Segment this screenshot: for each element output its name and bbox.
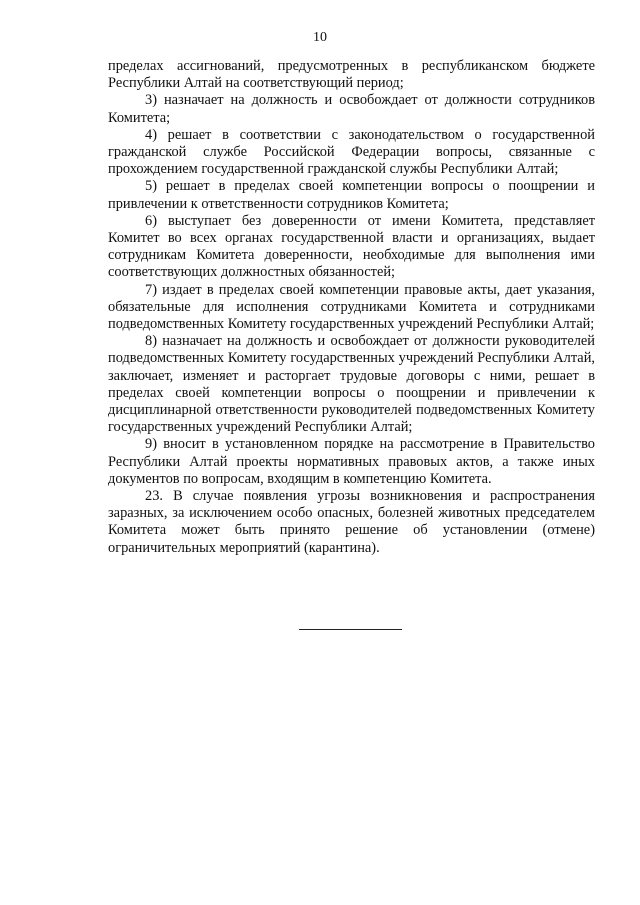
paragraph-continuation: пределах ассигнований, предусмотренных в республиканском бюджете Республики Алтай на соответствующий период;: [108, 58, 595, 92]
paragraph-item-4: 4) решает в соответствии с законодательством о государственной гражданской службе Российской Федерации вопросы, связанные с прохождением государственной гражданской службы Республики Алтай;: [108, 126, 595, 178]
paragraph-item-8: 8) назначает на должность и освобождает от должности руководителей подведомственных Комитету государственных учреждений Республики Алтай, заключает, изменяет и расторгает трудовые договоры с ними, решает в пределах своей компетенции вопросы о поощрении и привлечении к дисциплинарной ответственности руководителей подведомственных Комитету государственных учреждений Республики Алтай;: [108, 333, 595, 436]
paragraph-item-3: 3) назначает на должность и освобождает от должности сотрудников Комитета;: [108, 92, 595, 126]
paragraph-item-6: 6) выступает без доверенности от имени Комитета, представляет Комитет во всех органах государственной власти и организациях, выдает сотрудникам Комитета доверенности, необходимые для выполнения ими соответствующих должностных обязанностей;: [108, 212, 595, 281]
page-number: 10: [313, 30, 327, 45]
paragraph-item-5: 5) решает в пределах своей компетенции вопросы о поощрении и привлечении к ответственности сотрудников Комитета;: [108, 178, 595, 212]
paragraph-item-7: 7) издает в пределах своей компетенции правовые акты, дает указания, обязательные для исполнения сотрудниками Комитета и сотрудниками подведомственных Комитету государственных учреждений Республики Алтай;: [108, 281, 595, 333]
end-separator-line: [299, 629, 402, 630]
document-body: [108, 58, 595, 557]
paragraph-item-9: 9) вносит в установленном порядке на рассмотрение в Правительство Республики Алтай проекты нормативных правовых актов, а также иных документов по вопросам, входящим в компетенцию Комитета.: [108, 436, 595, 487]
paragraph-section-23: 23. В случае появления угрозы возникновения и распространения заразных, за исключением особо опасных, болезней животных председателем Комитета может быть принято решение об установлении (отмене) ограничительных мероприятий (карантина).: [108, 488, 595, 556]
